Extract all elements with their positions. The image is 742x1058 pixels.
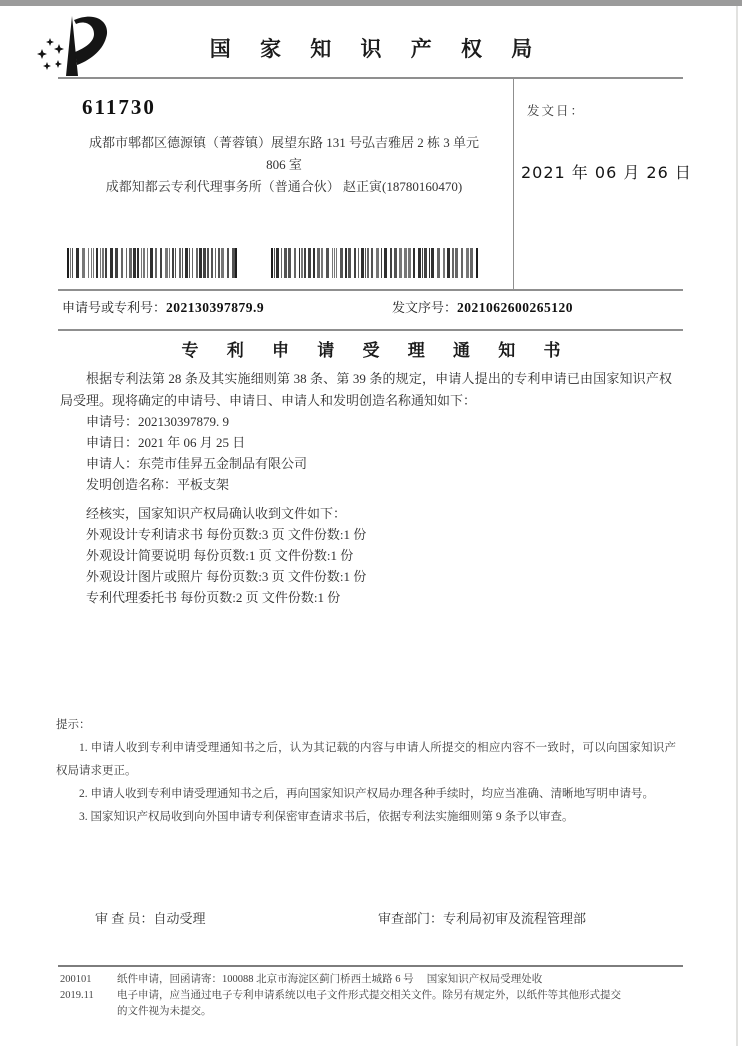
tip-item-1: 1. 申请人收到专利申请受理通知书之后，认为其记载的内容与申请人所提交的相应内容不一致时，可以向国家知识产权局请求更正。 [56,742,676,777]
examiner-label: 审 查 员： [95,911,154,926]
examiner-row [95,908,206,927]
recipient-address-line1: 成都市郫都区德源镇（菁蓉镇）展望东路 131 号弘吉雅居 2 栋 3 单元 [88,135,479,150]
field-application-number: 申请号：202130397879. 9 [86,414,230,429]
field-application-date: 申请日：2021 年 06 月 25 日 [86,435,246,450]
notice-intro-paragraph: 根据专利法第 28 条及其实施细则第 38 条、第 39 条的规定，申请人提出的专利申请已由国家知识产权局受理。现将确定的申请号、申请日、申请人和发明创造名称通知如下： [60,371,672,408]
notice-title: 专 利 申 请 受 理 通 知 书 [181,341,573,360]
header-rule [58,77,683,79]
footer-efiling-instruction: 电子申请，应当通过电子专利申请系统以电子文件形式提交相关文件。除另有规定外，以纸件等其他形式提交的文件视为未提交。 [117,990,621,1017]
recipient-postcode: 611730 [82,95,156,119]
barcode-bottom-rule [58,289,683,291]
footer-form-codes [60,972,94,1004]
application-number-value: 202130397879.9 [166,300,265,315]
field-applicant: 申请人：东莞市佳昇五金制品有限公司 [86,456,308,471]
received-intro: 经核实，国家知识产权局确认收到文件如下： [86,506,347,521]
footer-paper-instruction: 纸件申请，回函请寄：100088 北京市海淀区蓟门桥西土城路 6 号 国家知识产权局受理处收 [117,974,543,985]
recipient-agency-line: 成都知都云专利代理事务所（普通合伙） 赵正寅(18780160470) [105,179,463,194]
scan-top-edge [0,0,742,6]
footer-rule [58,965,683,967]
serial-number-row [392,297,573,316]
received-doc-item: 外观设计简要说明 每份页数:1 页 文件份数:1 份 [86,548,354,563]
barcode-right [271,248,478,278]
serial-number-value: 2021062600265120 [457,300,574,315]
barcode-left [67,248,237,278]
dispatch-date-value: 2021 年 06 月 26 日 [521,163,692,182]
tips-label: 提示： [56,719,91,731]
field-invention-title: 发明创造名称：平板支架 [86,477,230,492]
application-fields [60,411,307,495]
page-right-edge [736,6,738,1046]
recipient-address-block [58,132,510,198]
tip-item-3: 3. 国家知识产权局收到向外国申请专利保密审查请求书后，依据专利法实施细则第 9 条予以审查。 [79,811,574,823]
recipient-address-line2: 806 室 [266,157,302,172]
dispatch-date-label: 发文日： [527,104,586,118]
footer-form-code: 200101 [60,974,92,985]
tips-section [56,714,676,829]
tip-item-2: 2. 申请人收到专利申请受理通知书之后，再向国家知识产权局办理各种手续时，均应当准确、清晰地写明申请号。 [79,788,654,800]
numbers-bottom-rule [58,329,683,331]
header-box-divider [513,77,514,290]
department-value: 专利局初审及流程管理部 [443,911,587,926]
received-doc-item: 外观设计专利请求书 每份页数:3 页 文件份数:1 份 [86,527,367,542]
received-doc-item: 外观设计图片或照片 每份页数:3 页 文件份数:1 份 [86,569,367,584]
footer-form-version: 2019.11 [60,990,94,1001]
footer-instructions [117,972,622,1020]
received-documents [60,503,366,608]
application-number-label: 申请号或专利号： [62,300,167,315]
application-number-row [62,297,264,316]
received-doc-item: 专利代理委托书 每份页数:2 页 文件份数:1 份 [86,590,341,605]
serial-number-label: 发文序号： [392,300,458,315]
department-row [378,908,586,927]
examiner-value: 自动受理 [153,911,206,926]
org-title: 国 家 知 识 产 权 局 [209,37,545,61]
department-label: 审查部门： [378,911,444,926]
